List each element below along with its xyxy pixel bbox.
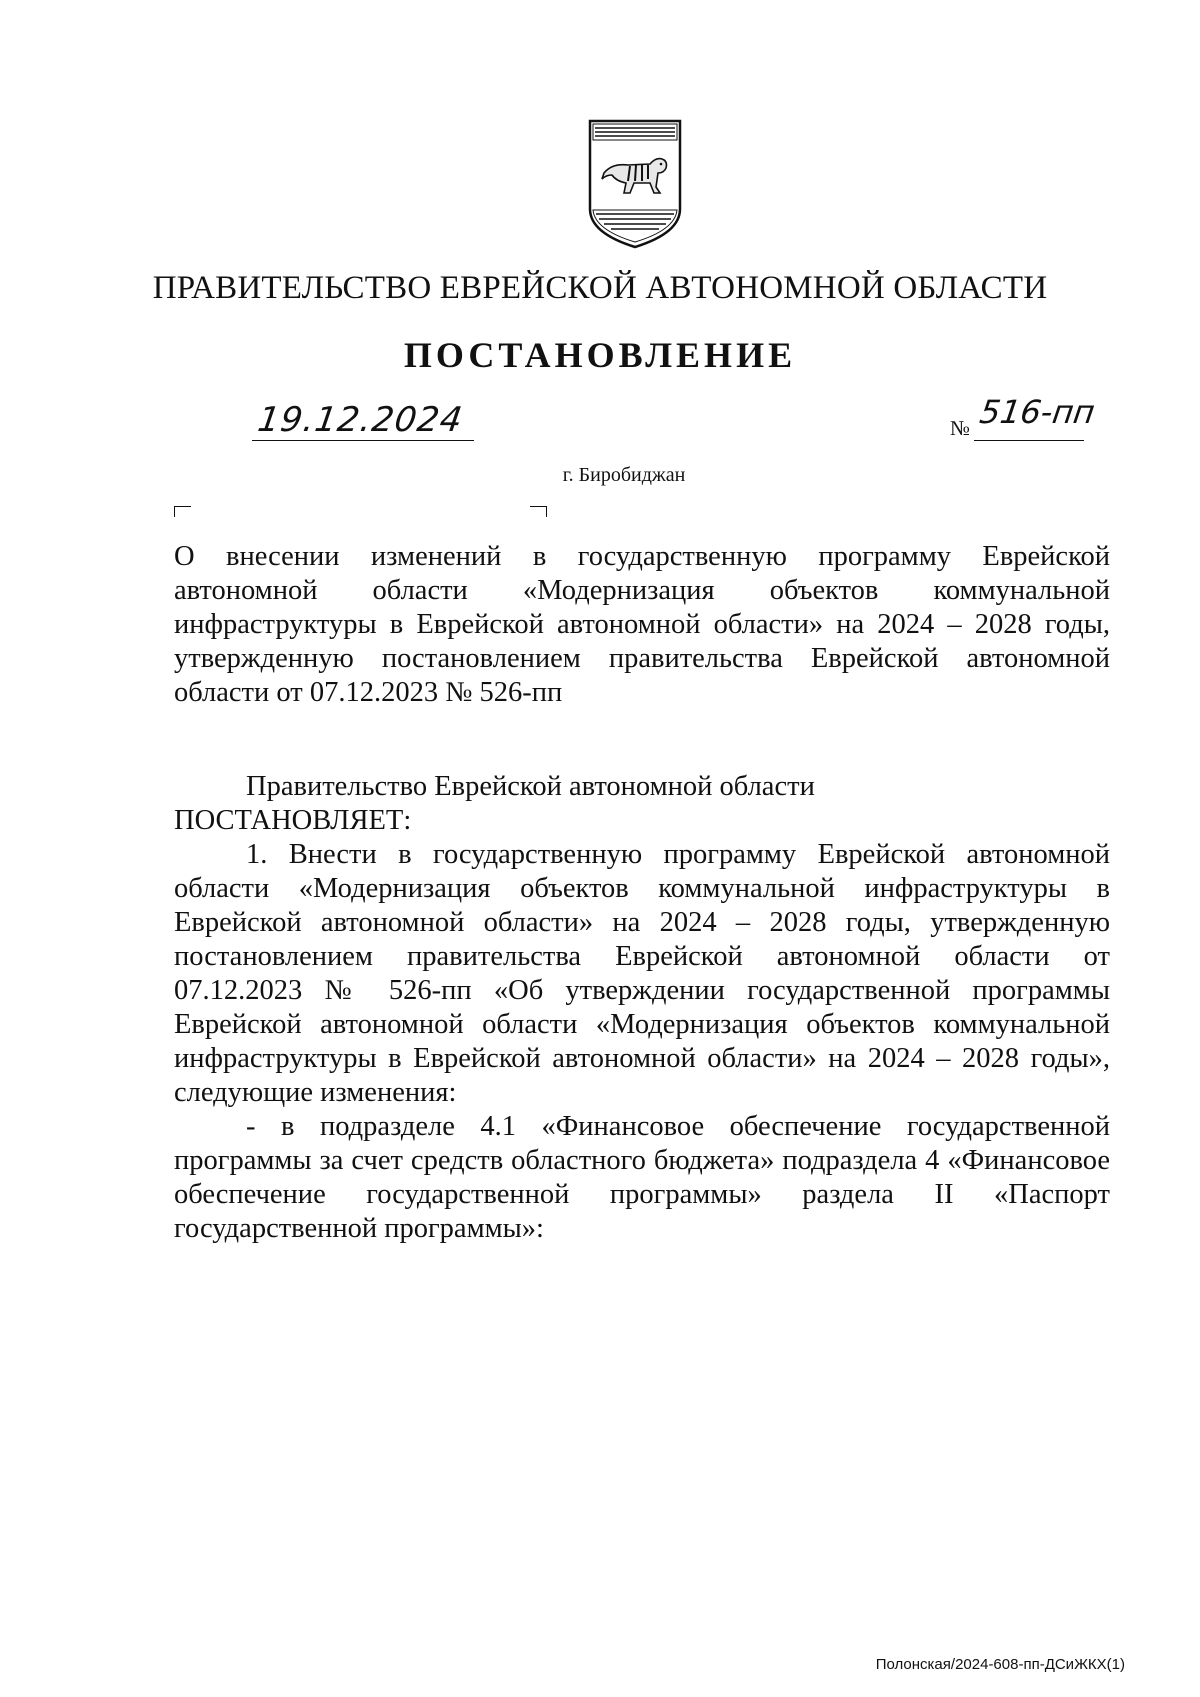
resolution-body (174, 770, 1110, 1246)
handwritten-date: 19.12.2024 (255, 400, 466, 440)
tiger-emblem-icon (586, 113, 684, 253)
document-type-title: ПОСТАНОВЛЕНИЕ (403, 335, 797, 375)
number-sign: № (950, 416, 971, 440)
document-reference: Полонская/2024-608-пп-ДСиЖКХ(1) (875, 1656, 1125, 1673)
date-underline (252, 440, 474, 441)
item-1-paragraph: 1. Внести в государственную программу Еврейской автономной области «Модернизация объектов коммунальной инфраструктуры в Еврейской автономной области» на 2024 – 2028 годы, утвержденную постановлением правительства Еврейской автономной области от 07.12.2023 № 526-пп «Об утверждении государственной программы Еврейской автономной области «Модернизация объектов коммунальной инфраструктуры в Еврейской автономной области» на 2024 – 2028 годы», следующие изменения: (174, 839, 1110, 1108)
sub-item-paragraph: - в подразделе 4.1 «Финансовое обеспечение государственной программы за счет средств областного бюджета» подраздела 4 «Финансовое обеспечение государственной программы» раздела II «Паспорт государственной программы»: (174, 1111, 1110, 1244)
subject-bracket-right (530, 506, 547, 517)
subject-paragraph: О внесении изменений в государственную программу Еврейской автономной области «Модернизация объектов коммунальной инфраструктуры в Еврейской автономной области» на 2024 – 2028 годы, утвержденную постановлением правительства Еврейской автономной области от 07.12.2023 № 526-пп (174, 541, 1110, 708)
resolves-line: ПОСТАНОВЛЯЕТ: (174, 805, 412, 836)
coat-of-arms-emblem (586, 113, 684, 253)
number-underline (974, 440, 1084, 441)
city-name: г. Биробиджан (562, 464, 686, 486)
subject-bracket-left (174, 506, 191, 517)
handwritten-number: 516-пп (977, 393, 1098, 431)
authority-line: Правительство Еврейской автономной области (246, 771, 815, 802)
government-name: ПРАВИТЕЛЬСТВО ЕВРЕЙСКОЙ АВТОНОМНОЙ ОБЛАСТИ (152, 270, 1048, 306)
